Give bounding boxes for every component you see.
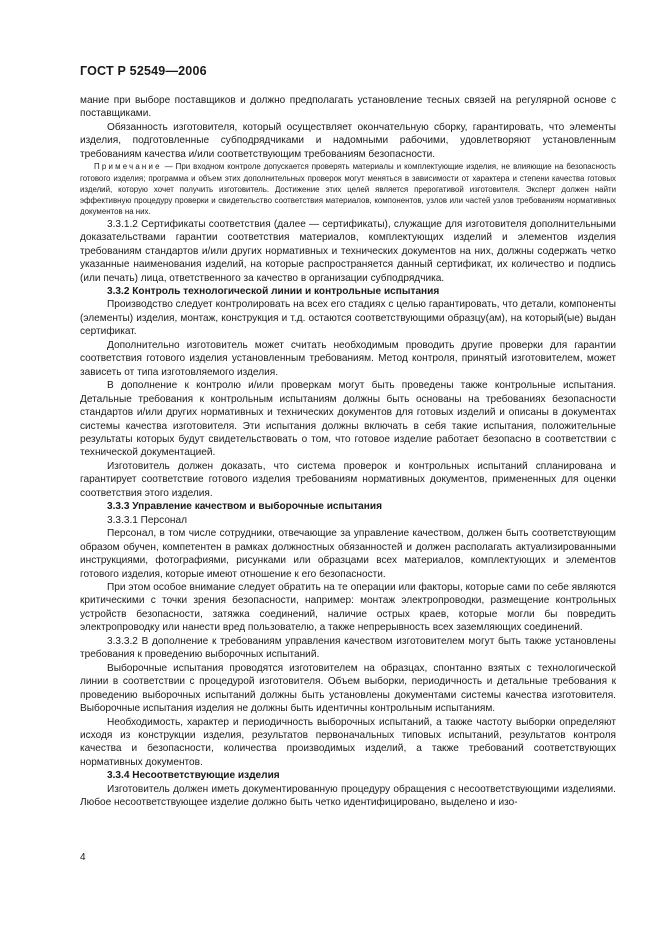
paragraph: Персонал, в том числе сотрудники, отвечающие за управление качеством, должен быть соответствующим образом обучен, компетентен в рамках должностных обязанностей и должен располагать актуализированными инструкциями, фотографиями, рисунками или образцами всех материалов, комплектующих и элементов готового изделия, которые имеют отношение к его безопасности. — [80, 528, 616, 580]
subsection-title: 3.3.3.1 Персонал — [107, 514, 188, 526]
page-number: 4 — [80, 852, 86, 863]
paragraph: При этом особое внимание следует обратить на те операции или факторы, которые сами по себе являются критическими с точки зрения безопасности, например: монтаж электропроводки, размещение контрольных устройств безопасности, затяжка соединений, наличие острых краев, которые могли бы повредить электропроводку или нанести вред пользователю, а также непрерывность всех заземляющих соединений. — [80, 581, 616, 634]
paragraph: 3.3.3.2 В дополнение к требованиям управления качеством изготовителем могут быть также установлены требования к проведению выборочных испытаний. — [80, 635, 616, 661]
paragraph: 3.3.1.2 Сертификаты соответствия (далее — сертификаты), служащие для изготовителя дополнительными доказательствами гарантии соответствия материалов, комплектующих изделий и элементов изделия требованиям стандартов и/или других нормативных и технических документов на них, должны содержать четко указанные наименования изделий, на которые распространяется данный сертификат, их количество и подпись (или печать) лица, ответственного за качество в организации субподрядчика. — [80, 218, 616, 284]
paragraph: Выборочные испытания проводятся изготовителем на образцах, спонтанно взятых с технологической линии в соответствии с процедурой изготовителя. Объем выборки, периодичность и детальные требования к проведению выборочных испытаний должны быть установлены документами системы качества изготовителя. Выборочные испытания изделия не должны быть идентичны контрольным испытаниям. — [80, 662, 616, 715]
paragraph: Обязанность изготовителя, который осуществляет окончательную сборку, гарантировать, что элементы изделия, подготовленные субподрядчиками и надомными рабочими, удовлетворяют установленным требованиям качества и/или соответствующим требованиям безопасности. — [80, 121, 616, 160]
section-heading: 3.3.2 Контроль технологической линии и контрольные испытания — [107, 286, 440, 298]
section-heading: 3.3.4 Несоответствующие изделия — [107, 770, 280, 782]
paragraph: Дополнительно изготовитель может считать необходимым проводить другие проверки для гарантии соответствия готового изделия установленным требованиям. Метод контроля, принятый изготовителем, может зависеть от типа изготовляемого изделия. — [80, 339, 616, 378]
paragraph: Изготовитель должен доказать, что система проверок и контрольных испытаний спланирована и гарантирует соответствие готового изделия требованиям нормативных документов, примененных для оценки соответствия этого изделия. — [80, 460, 616, 499]
document-header: ГОСТ Р 52549—2006 — [80, 64, 207, 78]
note-text: — При входном контроле допускается проверять материалы и комплектующие изделия, не влияющие на безопасность готового изделия; программа и объем этих дополнительных проверок могут меняться в зависимости от характера и степени качества готовых изделий, которую хочет получить изготовитель. Достижение этих целей является прерогативой изготовителя. Эксперт должен найти эффективную процедуру проверки и свидетельство соответствия материалов, компонентов, узлов или частей узлов требованиям нормативных документов на них. — [80, 162, 616, 217]
note — [80, 161, 616, 217]
paragraph: В дополнение к контролю и/или проверкам могут быть проведены также контрольные испытания. Детальные требования к контрольным испытаниям должны быть основаны на требованиях безопасности стандартов и/или других нормативных и технических документов для готовых изделий и описаны в документах системы качества изготовителя. Эти испытания должны включать в себя такие испытания, положительные результаты которых будут свидетельствовать о том, что готовое изделие работает безопасно в соответствии с технической документацией. — [80, 380, 616, 459]
paragraph: Изготовитель должен иметь документированную процедуру обращения с несоответствующими изделиями. Любое несоответствующее изделие должно быть четко идентифицировано, выделено и изо- — [80, 783, 616, 809]
paragraph: Необходимость, характер и периодичность выборочных испытаний, а также частоту выборки определяют исходя из конструкции изделия, результатов первоначальных типовых испытаний, результатов контроля качества и безопасности, количества производимых изделий, а также требований соответствующих нормативных документов. — [80, 716, 616, 768]
section-heading: 3.3.3 Управление качеством и выборочные испытания — [107, 501, 382, 513]
paragraph: Производство следует контролировать на всех его стадиях с целью гарантировать, что детали, компоненты (элементы) изделия, монтаж, конструкция и т.д. остаются соответствующими образцу(ам), на который(ые) выдан сертификат. — [80, 299, 616, 338]
paragraph: мание при выборе поставщиков и должно предполагать установление тесных связей на регулярной основе с поставщиками. — [80, 95, 616, 120]
document-body — [80, 94, 616, 810]
note-label: Примечание — [94, 162, 162, 172]
